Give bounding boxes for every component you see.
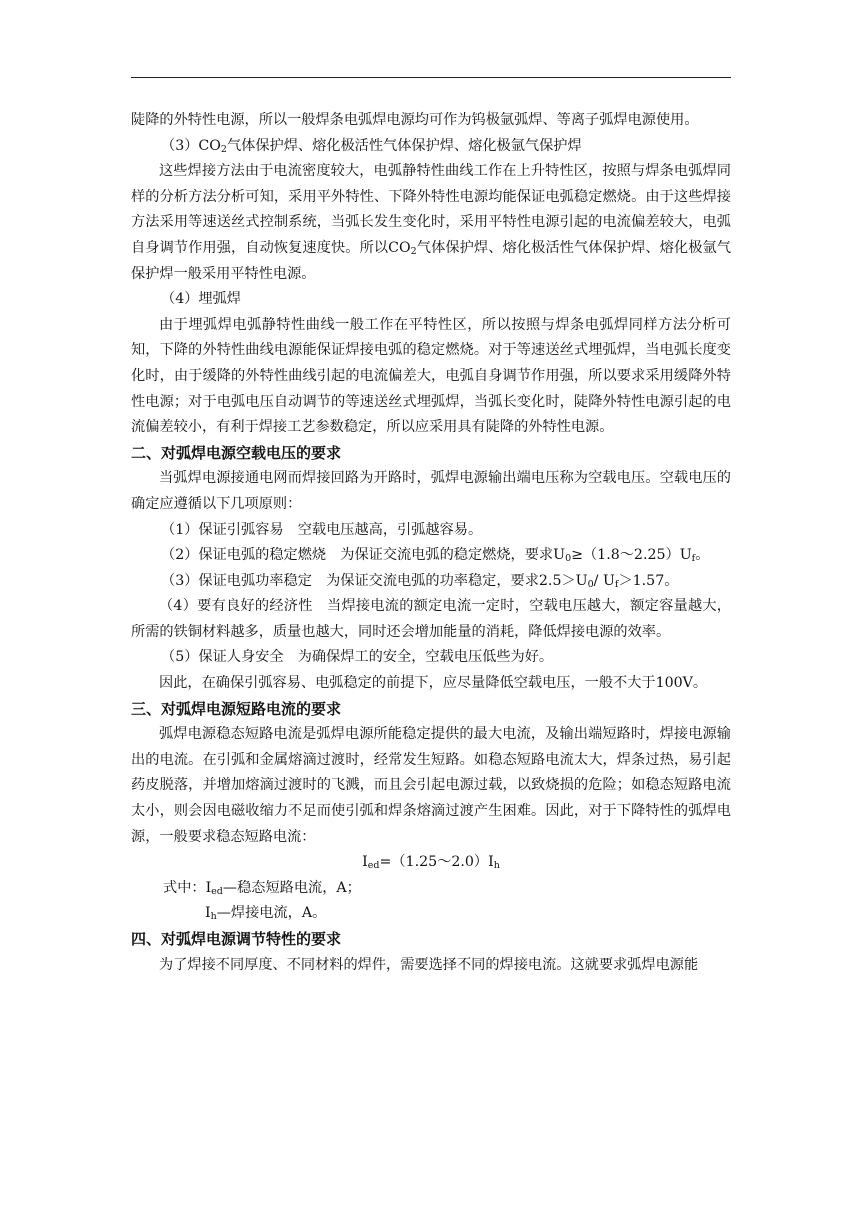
paragraph: 陡降的外特性电源，所以一般焊条电弧焊电源均可作为钨极氩弧焊、等离子弧焊电源使用。 [131,112,699,128]
paragraph: 这些焊接方法由于电流密度较大，电弧静特性曲线工作在上升特性区，按照与焊条电弧焊同样的分析方法分析可知，采用平外特性、下降外特性电源均能保证电弧稳定燃烧。由于这些焊接方法采用等速送丝式控制系统，当弧长发生变化时，采用平特性电源引起的电流偏差较大，电弧自身调节作用强，自动恢复速度快。所以$CO_2$气体保护焊、熔化极活性气体保护焊、熔化极氩气保护焊一般采用平特性电源。 [131,163,731,282]
list-item-submerged-arc: （4）埋弧焊 [161,291,241,308]
rule-item-2: （2）保证电弧的稳定燃烧 为保证交流电弧的稳定燃烧，要求$U_0\ge(1.8\sim 2.25)U_f$。 [161,547,710,565]
list-item-co2-welding: $(3)CO_2$气体保护焊、熔化极活性气体保护焊、熔化极氩气保护焊 [161,137,582,155]
rule-item-5: （5）保证人身安全 为确保焊工的安全，空载电压低些为好。 [161,649,554,666]
paragraph: 由于埋弧焊电弧静特性曲线一般工作在平特性区，所以按照与焊条电弧焊同样方法分析可知，下降的外特性曲线电源能保证焊接电弧的稳定燃烧。对于等速送丝式埋弧焊，当电弧长度变化时，由于缓降的外特性曲线引起的电流偏差大，电弧自身调节作用强，所以要求采用缓降外特性电源；对于电弧电压自动调节的等速送丝式埋弧焊，当弧长变化时，陡降外特性电源引起的电流偏差较小，有利于焊接工艺参数稳定，所以应采用具有陡降的外特性电源。 [131,316,731,436]
rule-item-3: （3）保证电弧功率稳定 为保证交流电弧的功率稳定，要求$2.5>U_0/$ $U_f>1.57$。 [161,572,679,590]
section-heading-4: 四、对弧焊电源调节特性的要求 [131,930,342,948]
paragraph: 弧焊电源稳态短路电流是弧焊电源所能稳定提供的最大电流，及输出端短路时，焊接电源输出的电流。在引弧和金属熔滴过渡时，经常发生短路。如稳态短路电流太大，焊条过热，易引起药皮脱落，并增加熔滴过渡时的飞溅，而且会引起电源过载，以致烧损的危险；如稳态短路电流太小，则会因电磁收缩力不足而使引弧和焊条熔滴过渡产生困难。因此，对于下降特性的弧焊电源，一般要求稳态短路电流： [131,726,731,845]
paragraph: 为了焊接不同厚度、不同材料的焊件，需要选择不同的焊接电流。这就要求弧焊电源能 [159,956,699,973]
rule-item-1: （1）保证引弧容易 空载电压越高，引弧越容易。 [161,521,483,538]
header-rule [131,77,731,78]
formula: $I_{ed}=(1.25\sim 2.0)I_h$ [362,854,500,872]
paragraph: 当弧焊电源接通电网而焊接回路为开路时，弧焊电源输出端电压称为空载电压。空载电压的确定应遵循以下几项原则： [131,470,731,512]
formula-definition: $I_h—$焊接电流，A。 [205,905,327,923]
formula-definition: 式中：$I_{ed}—$稳态短路电流，A； [163,879,361,897]
paragraph: 因此，在确保引弧容易、电弧稳定的前提下，应尽量降低空载电压，一般不大于100V。 [159,675,708,692]
section-heading-3: 三、对弧焊电源短路电流的要求 [131,699,342,718]
document-body [131,108,731,978]
section-heading-2: 二、对弧焊电源空载电压的要求 [131,443,342,462]
rule-item-4: （4）要有良好的经济性 当焊接电流的额定电流一定时，空载电压越大，额定容量越大，所需的铁铜材料越多，质量也越大，同时还会增加能量的消耗，降低焊接电源的效率。 [131,598,731,640]
